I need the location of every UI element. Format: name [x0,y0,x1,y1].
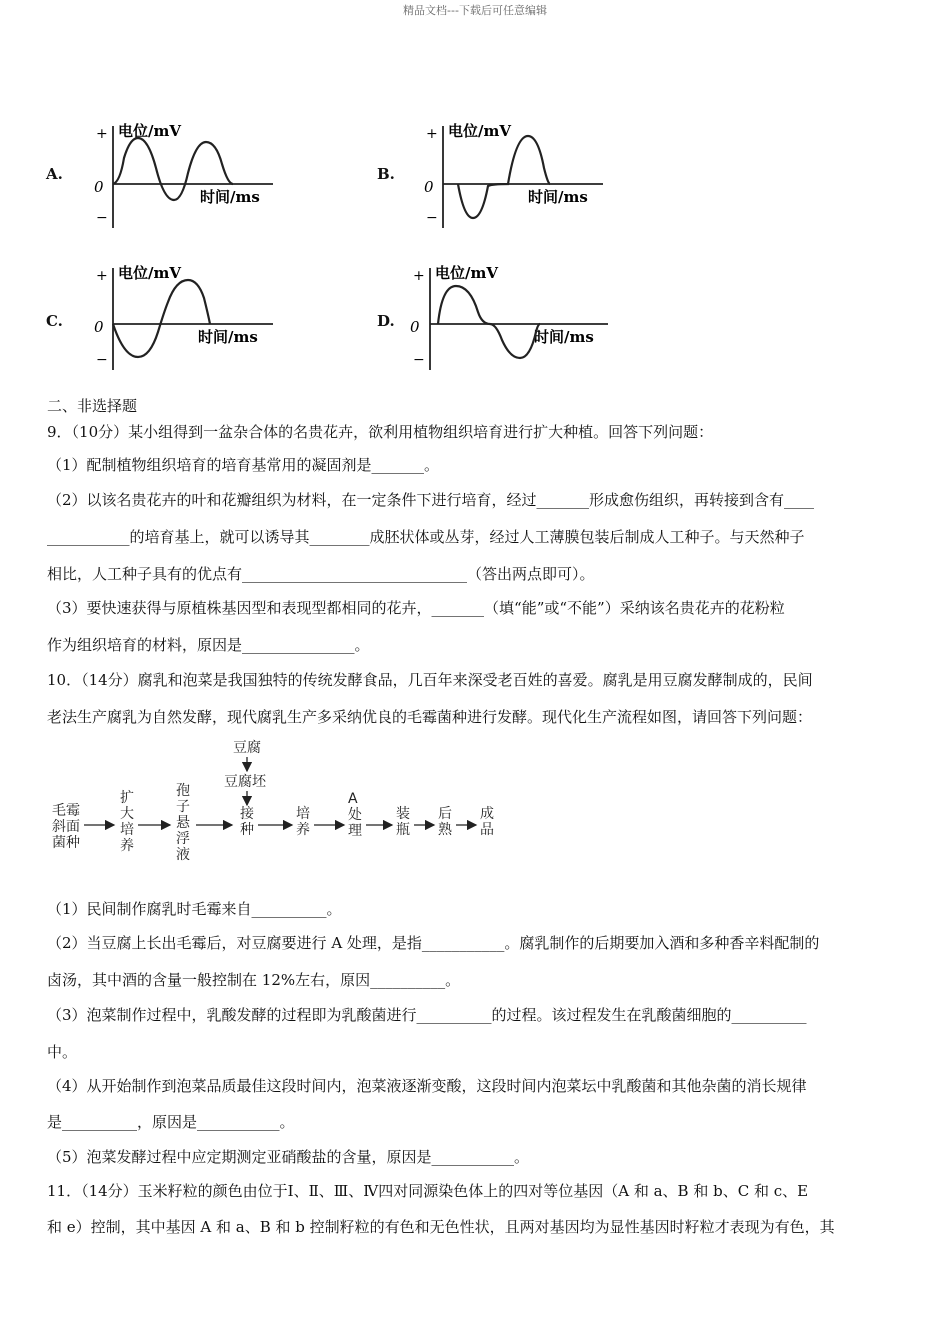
graph-b-ylabel: 电位/mV [448,122,511,140]
q11-stem-line1: 11．（14分）玉米籽粒的颜色由位于Ⅰ、Ⅱ、Ⅲ、Ⅳ四对同源染色体上的四对等位基因（A 和 a、B 和 b、C 和 c、E [47,1182,809,1200]
flow-step-inoculate [240,805,255,838]
svg-text:毛霉: 毛霉 [52,803,80,819]
graph-d-minus: − [413,352,425,368]
graph-a-ylabel: 电位/mV [118,122,181,140]
graph-b [418,118,618,237]
q10-part5: （5）泡菜发酵过程中应定期测定亚硝酸盐的含量，原因是___________。 [47,1148,530,1166]
q11-stem-line2: 和 e）控制，其中基因 A 和 a、B 和 b 控制籽粒的有色和无色性状，且两对基因均为显性基因时籽粒才表现为有色，其 [47,1218,835,1236]
option-a-label: A. [46,165,63,183]
flow-step-strain [52,803,80,851]
svg-text:后: 后 [438,806,452,822]
graph-b-minus: − [426,210,438,226]
svg-text:种: 种 [240,822,254,838]
svg-text:熟: 熟 [438,822,452,838]
graph-b-plus: + [426,126,438,142]
graph-a [88,118,288,237]
svg-text:浮: 浮 [176,831,190,847]
q9-part3-line1: （3）要快速获得与原植株基因型和表现型都相同的花卉，_______（填“能”或“不能”）采纳该名贵花卉的花粉粒 [47,599,785,617]
production-flowchart [40,735,520,870]
graph-c-xlabel: 时间/ms [198,328,258,346]
graph-a-plus: + [96,126,108,142]
section-title: 二、非选择题 [47,397,138,415]
graph-d [398,262,618,381]
q10-part2-line1: （2）当豆腐上长出毛霉后，对豆腐要进行 A 处理，是指___________。腐乳制作的后期要加入酒和多种香辛料配制的 [47,934,820,952]
svg-text:理: 理 [348,823,362,839]
graph-a-minus: − [96,210,108,226]
svg-text:品: 品 [480,822,494,838]
svg-text:子: 子 [176,799,190,815]
svg-text:养: 养 [120,838,134,854]
svg-text:斜面: 斜面 [52,819,80,835]
graph-d-plus: + [413,268,425,284]
svg-text:成: 成 [480,806,494,822]
q10-part4-line2: 是__________，原因是___________。 [47,1113,295,1131]
flow-tofu-block: 豆腐坯 [224,774,266,790]
svg-text:接: 接 [240,806,254,822]
flow-step-culture [296,806,310,838]
q9-part2-line3: 相比，人工种子具有的优点有______________________________（答出两点即可）。 [47,565,595,583]
graph-b-xlabel: 时间/ms [528,188,588,206]
flow-tofu: 豆腐 [233,740,261,756]
graph-a-origin: 0 [94,178,104,196]
svg-text:装: 装 [396,806,410,822]
flow-step-expand [120,789,134,854]
option-d-label: D. [377,312,395,330]
graph-c-origin: 0 [94,318,104,336]
q10-part4-line1: （4）从开始制作到泡菜品质最佳这段时间内，泡菜液逐渐变酸，这段时间内泡菜坛中乳酸菌和其他杂菌的消长规律 [47,1077,807,1095]
svg-text:处: 处 [348,807,362,823]
graph-c-minus: − [96,352,108,368]
q9-part2-line2: ___________的培育基上，就可以诱导其________成胚状体或丛芽，经过人工薄膜包装后制成人工种子。与天然种子 [47,528,805,546]
q10-part2-line2: 卤汤，其中酒的含量一般控制在 12%左右，原因__________。 [47,971,461,989]
svg-text:悬: 悬 [176,815,190,831]
graph-c-plus: + [96,268,108,284]
svg-text:培: 培 [296,806,310,822]
q9-part1: （1）配制植物组织培育的培育基常用的凝固剂是_______。 [47,456,440,474]
flow-step-product [480,805,494,838]
flow-step-a-treat [348,791,362,839]
q10-stem-line1: 10．（14分）腐乳和泡菜是我国独特的传统发酵食品，几百年来深受老百姓的喜爱。腐乳是用豆腐发酵制成的，民间 [47,671,813,689]
svg-text:菌种: 菌种 [52,835,80,851]
svg-text:扩: 扩 [120,790,134,806]
svg-text:瓶: 瓶 [396,822,410,838]
svg-text:液: 液 [176,847,190,863]
q9-part2-line1: （2）以该名贵花卉的叶和花瓣组织为材料，在一定条件下进行培育，经过_______形成愈伤组织，再转接到含有____ [47,491,815,509]
q9-part3-line2: 作为组织培育的材料，原因是_______________。 [47,636,370,654]
svg-text:培: 培 [120,822,134,838]
svg-text:孢: 孢 [176,783,190,799]
page-header: 精品文档---下载后可任意编辑 [403,4,547,17]
graph-d-origin: 0 [410,318,420,336]
flow-step-bottle [396,805,410,838]
q10-stem-line2: 老法生产腐乳为自然发酵，现代腐乳生产多采纳优良的毛霉菌种进行发酵。现代化生产流程如图，请回答下列问题： [47,708,813,726]
q10-part3-line1: （3）泡菜制作过程中，乳酸发酵的过程即为乳酸菌进行__________的过程。该过程发生在乳酸菌细胞的__________ [47,1006,807,1024]
graph-b-origin: 0 [424,178,434,196]
graph-a-xlabel: 时间/ms [200,188,260,206]
svg-text:A: A [348,791,358,807]
graph-c-ylabel: 电位/mV [118,264,181,282]
option-b-label: B. [377,165,395,183]
svg-text:大: 大 [120,806,134,822]
q10-part3-line2: 中。 [47,1043,78,1061]
option-c-label: C. [46,312,63,330]
graph-d-ylabel: 电位/mV [435,264,498,282]
q10-part1: （1）民间制作腐乳时毛霉来自__________。 [47,900,342,918]
graph-d-xlabel: 时间/ms [534,328,594,346]
svg-text:养: 养 [296,822,310,838]
graph-c [88,262,288,381]
flow-step-ripen [438,806,453,838]
flow-step-spore [176,783,191,863]
q9-stem: 9．（10分）某小组得到一盆杂合体的名贵花卉，欲利用植物组织培育进行扩大种植。回答下列问题： [47,423,714,441]
